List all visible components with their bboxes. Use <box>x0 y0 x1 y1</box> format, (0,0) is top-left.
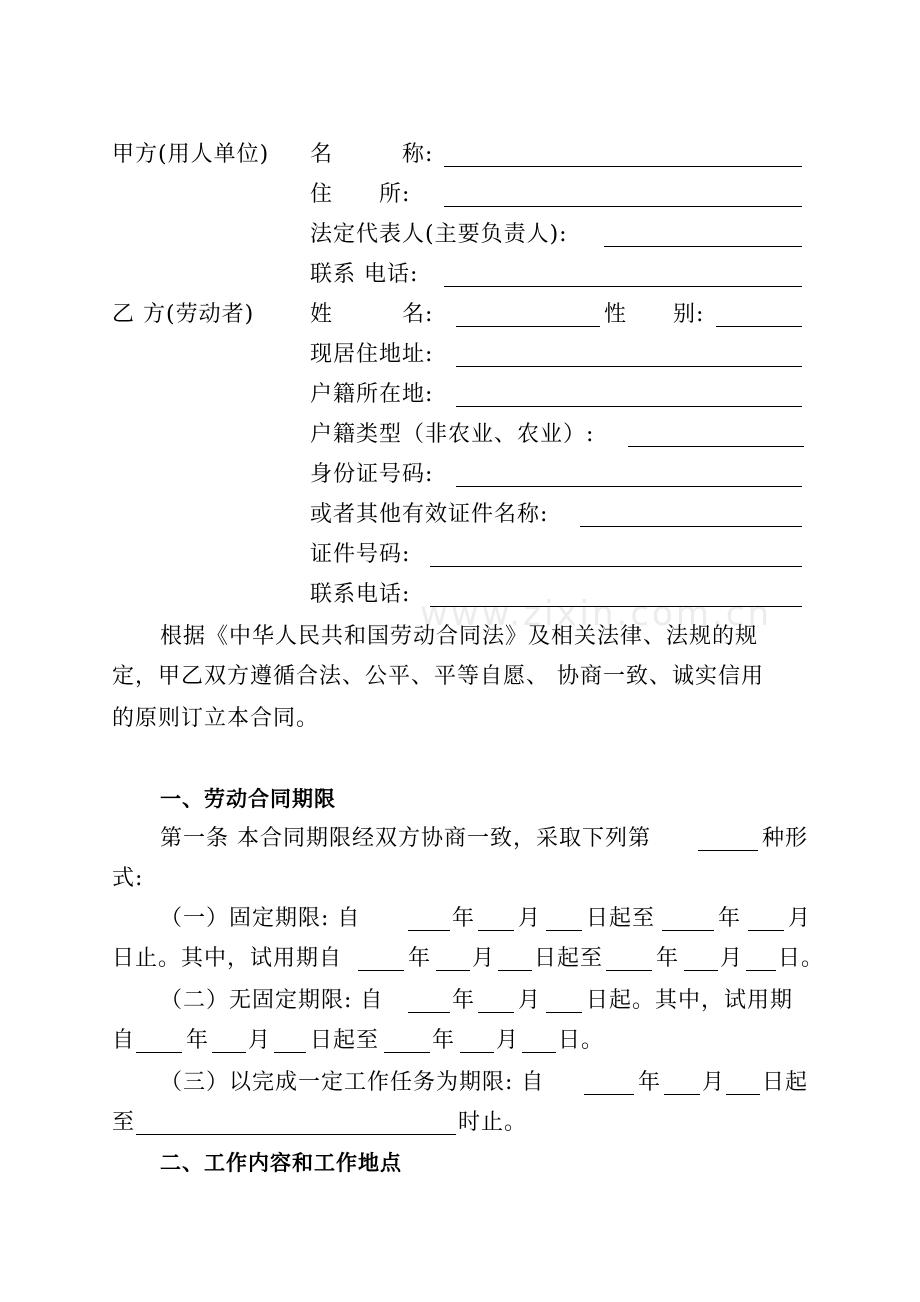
party-a-legal-rep-label: 法定代表人(主要负责人): <box>310 222 568 247</box>
open-probation-start-day-field[interactable] <box>274 1052 306 1053</box>
open-probation-start-year-field[interactable] <box>136 1052 182 1053</box>
party-a-name-label: 名 称: <box>310 142 434 167</box>
task-term-label: （三）以完成一定工作任务为期限: 自 <box>160 1070 545 1095</box>
open-prob-year-text: 年 <box>186 1028 210 1053</box>
party-b-gender-label: 性 别: <box>604 302 705 327</box>
party-a-address-label: 住 所: <box>310 182 411 207</box>
party-b-hukou-location-field[interactable] <box>456 406 802 407</box>
fixed-prob-year-text: 年 <box>408 946 432 971</box>
article-1-text: 第一条 本合同期限经双方协商一致，采取下列第 <box>160 826 651 851</box>
party-b-hukou-type-field[interactable] <box>628 446 804 447</box>
party-b-phone-label: 联系电话: <box>310 582 411 607</box>
party-b-hukou-location-label: 户籍所在地: <box>310 382 434 407</box>
party-a-address-field[interactable] <box>444 206 802 207</box>
open-start-month-field[interactable] <box>478 1012 514 1013</box>
party-a-heading: 甲方(用人单位) <box>112 142 270 167</box>
party-b-gender-field[interactable] <box>716 326 802 327</box>
fixed-day-from-to-text: 日起至 <box>586 906 656 931</box>
open-probation-end-day-field[interactable] <box>522 1052 556 1053</box>
fixed-end-day-probation-text: 日止。其中，试用期自 <box>112 946 343 971</box>
task-completion-field[interactable] <box>136 1134 456 1135</box>
fixed-probation-start-year-field[interactable] <box>358 970 404 971</box>
article-1-text-cont: 式: <box>112 866 144 891</box>
open-day-probation-text: 日起。其中，试用期 <box>586 988 794 1013</box>
preamble-line-2: 定，甲乙双方遵循合法、公平、平等自愿、 协商一致、诚实信用 <box>112 664 764 689</box>
task-start-month-field[interactable] <box>664 1094 700 1095</box>
open-probation-start-month-field[interactable] <box>212 1052 246 1053</box>
fixed-probation-end-month-field[interactable] <box>684 970 718 971</box>
open-probation-end-month-field[interactable] <box>460 1052 494 1053</box>
section-2-title: 二、工作内容和工作地点 <box>160 1151 402 1175</box>
open-prob-month-text: 月 <box>248 1028 272 1053</box>
fixed-prob-month-text: 月 <box>472 946 496 971</box>
article-1-text-end: 种形 <box>762 826 809 851</box>
party-b-cert-number-label: 证件号码: <box>310 542 411 567</box>
fixed-probation-start-day-field[interactable] <box>498 970 532 971</box>
open-month-text: 月 <box>518 988 542 1013</box>
party-b-heading: 乙 方(劳动者) <box>112 302 255 327</box>
fixed-prob-day-end-text: 日。 <box>778 946 825 971</box>
party-a-phone-field[interactable] <box>444 286 802 287</box>
party-a-phone-label: 联系 电话: <box>310 262 419 287</box>
task-end-text: 时止。 <box>458 1110 528 1135</box>
task-start-day-field[interactable] <box>726 1094 760 1095</box>
fixed-month-text: 月 <box>518 906 542 931</box>
fixed-year-text: 年 <box>452 906 476 931</box>
party-a-legal-rep-field[interactable] <box>604 246 802 247</box>
fixed-start-month-field[interactable] <box>478 930 514 931</box>
open-prob-day-end-text: 日。 <box>558 1028 605 1053</box>
fixed-month-text-2: 月 <box>788 906 812 931</box>
party-b-other-id-name-field[interactable] <box>580 526 802 527</box>
fixed-prob-day-from-to-text: 日起至 <box>534 946 604 971</box>
fixed-prob-month-text-2: 月 <box>720 946 744 971</box>
open-term-label: （二）无固定期限: 自 <box>160 988 384 1013</box>
preamble-line-1: 根据《中华人民共和国劳动合同法》及相关法律、法规的规 <box>160 624 759 649</box>
open-prob-day-from-to-text: 日起至 <box>310 1028 380 1053</box>
section-1-title: 一、劳动合同期限 <box>160 787 336 811</box>
fixed-end-year-field[interactable] <box>662 930 714 931</box>
open-start-year-field[interactable] <box>408 1012 450 1013</box>
task-to-text: 至 <box>112 1110 136 1135</box>
fixed-end-month-field[interactable] <box>748 930 784 931</box>
watermark: www.zixin.com.cn <box>420 594 772 634</box>
party-b-cert-number-field[interactable] <box>430 566 802 567</box>
fixed-probation-end-year-field[interactable] <box>606 970 652 971</box>
fixed-term-label: （一）固定期限: 自 <box>160 906 361 931</box>
open-year-text: 年 <box>452 988 476 1013</box>
fixed-probation-end-day-field[interactable] <box>746 970 776 971</box>
party-b-other-id-name-label: 或者其他有效证件名称: <box>310 502 549 527</box>
preamble-line-3: 的原则订立本合同。 <box>112 706 320 731</box>
fixed-probation-start-month-field[interactable] <box>436 970 470 971</box>
party-b-hukou-type-label: 户籍类型（非农业、农业）: <box>310 422 595 447</box>
party-b-id-number-field[interactable] <box>456 486 802 487</box>
task-start-year-field[interactable] <box>584 1094 634 1095</box>
party-b-name-label: 姓 名: <box>310 302 434 327</box>
party-b-id-number-label: 身份证号码: <box>310 462 434 487</box>
fixed-start-day-field[interactable] <box>546 930 582 931</box>
task-year-text: 年 <box>638 1070 662 1095</box>
party-b-current-address-label: 现居住地址: <box>310 342 434 367</box>
party-b-phone-field[interactable] <box>430 606 802 607</box>
task-month-text: 月 <box>702 1070 726 1095</box>
open-prob-year-text-2: 年 <box>432 1028 456 1053</box>
party-b-name-field[interactable] <box>456 326 600 327</box>
open-prob-month-text-2: 月 <box>496 1028 520 1053</box>
fixed-year-text-2: 年 <box>718 906 742 931</box>
open-start-day-field[interactable] <box>546 1012 582 1013</box>
task-day-start-text: 日起 <box>762 1070 809 1095</box>
open-probation-end-year-field[interactable] <box>384 1052 430 1053</box>
party-a-name-field[interactable] <box>444 166 802 167</box>
fixed-prob-year-text-2: 年 <box>656 946 680 971</box>
article-1-form-choice-field[interactable] <box>698 850 758 851</box>
open-prob-from-text: 自 <box>112 1028 136 1053</box>
fixed-start-year-field[interactable] <box>408 930 450 931</box>
party-b-current-address-field[interactable] <box>456 366 802 367</box>
